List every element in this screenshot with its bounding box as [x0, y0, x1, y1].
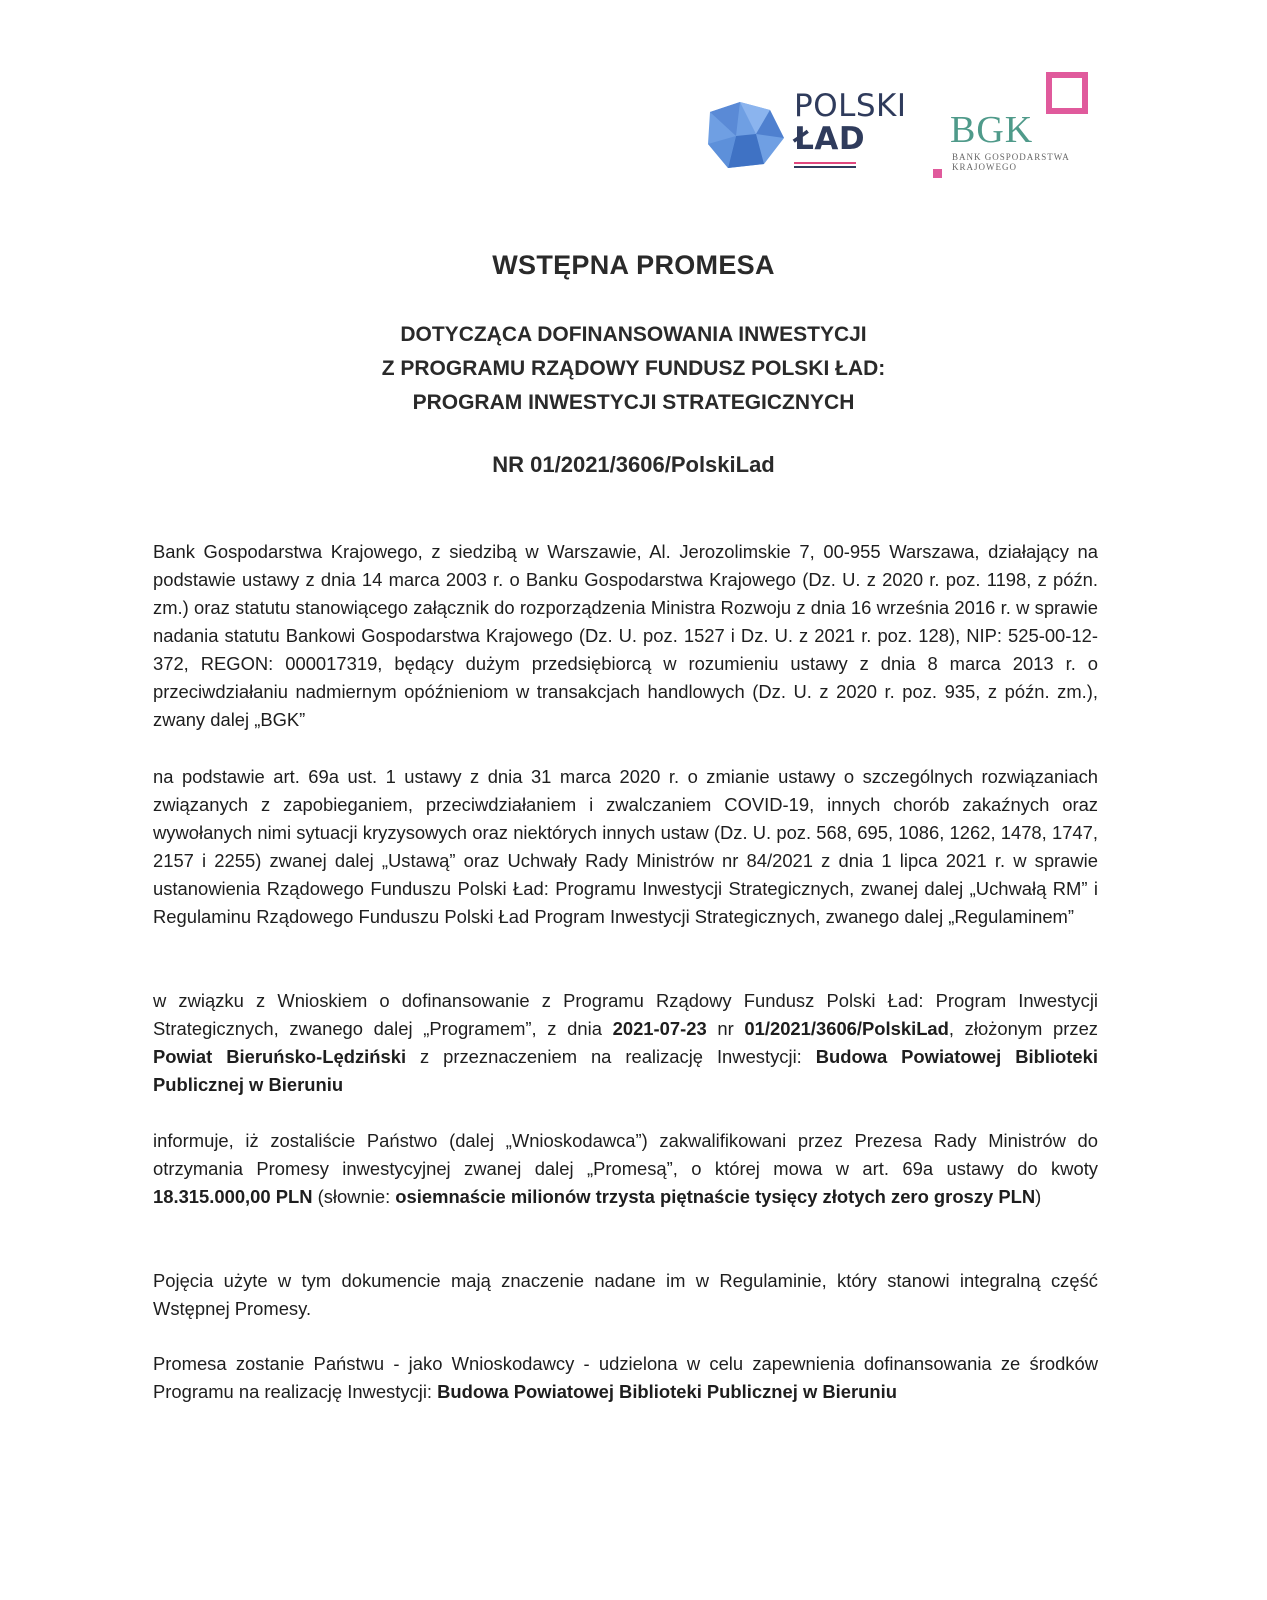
paragraph-legal-basis: na podstawie art. 69a ust. 1 ustawy z dnia 31 marca 2020 r. o zmianie ustawy o szczególnych rozwiązaniach związanych z zapobieganiem, przeciwdziałaniem i zwalczaniem COVID-19, innych chorób zakaźnych oraz wywołanych nimi sytuacji kryzysowych oraz niektórych innych ustaw (Dz. U. poz. 568, 695, 1086, 1262, 1478, 1747, 2157 i 2255) zwanej dalej „Ustawą” oraz Uchwały Rady Ministrów nr 84/2021 z dnia 1 lipca 2021 r. w sprawie ustanowienia Rządowego Funduszu Polski Ład: Programu Inwestycji Strategicznych, zwanej dalej „Uchwałą RM” i Regulaminu Rządowego Funduszu Polski Ład Program Inwestycji Strategicznych, zwanego dalej „Regulaminem”	[153, 766, 1098, 927]
paragraph-bank-identification: Bank Gospodarstwa Krajowego, z siedzibą w Warszawie, Al. Jerozolimskie 7, 00-955 Warszawa, działający na podstawie ustawy z dnia 14 marca 2003 r. o Banku Gospodarstwa Krajowego (Dz. U. z 2020 r. poz. 1198, z późn. zm.) oraz statutu stanowiącego załącznik do rozporządzenia Ministra Rozwoju z dnia 16 września 2016 r. w sprawie nadania statutu Bankowi Gospodarstwa Krajowego (Dz. U. poz. 1527 i Dz. U. z 2021 r. poz. 128), NIP: 525-00-12-372, REGON: 000017319, będący dużym przedsiębiorcą w rozumieniu ustawy z dnia 8 marca 2013 r. o przeciwdziałaniu nadmiernym opóźnieniom w transakcjach handlowych (Dz. U. z 2020 r. poz. 935, z późn. zm.), zwany dalej „BGK”	[153, 541, 1098, 730]
subtitle-line1: DOTYCZĄCA DOFINANSOWANIA INWESTYCJI	[400, 323, 867, 346]
bgk-full-name: BANK GOSPODARSTWA KRAJOWEGO	[952, 152, 1070, 172]
promise-amount: 18.315.000,00 PLN	[153, 1186, 313, 1207]
polski-lad-mark-icon	[706, 98, 786, 170]
bgk-letters: BGK	[950, 109, 1034, 151]
polski-lad-logo	[706, 90, 916, 180]
paragraph-purpose	[153, 1350, 1098, 1406]
application-date: 2021-07-23	[612, 1018, 707, 1039]
subtitle-line2: Z PROGRAMU RZĄDOWY FUNDUSZ POLSKI ŁAD:	[381, 357, 886, 380]
text-segment: z przeznaczeniem na realizację Inwestycji:	[406, 1046, 816, 1067]
document-subtitle	[0, 318, 1267, 420]
polski-lad-line2: ŁAD	[794, 121, 866, 157]
bgk-square-icon	[1046, 72, 1088, 114]
text-segment: w związku z Wnioskiem o dofinansowanie z Programu Rządowy Fundusz Polski Ład: Program Inwestycji Strategicznych, zwanego dalej „Programem”, z dnia	[153, 990, 1098, 1039]
text-segment: nr	[706, 1018, 745, 1039]
promise-amount-words: osiemnaście milionów trzysta piętnaście tysięcy złotych zero groszy PLN	[395, 1186, 1036, 1207]
text-segment: , złożonym przez	[948, 1018, 1098, 1039]
investment-name: Budowa Powiatowej Biblioteki Publicznej w Bieruniu	[437, 1381, 897, 1402]
applicant-name: Powiat Bieruńsko-Lędziński	[153, 1046, 407, 1067]
bgk-logo	[930, 68, 1105, 183]
investment-name: Budowa Powiatowej Biblioteki Publicznej w Bieruniu	[153, 1046, 1098, 1095]
document-title: WSTĘPNA PROMESA	[492, 250, 775, 280]
text-segment: informuje, iż zostaliście Państwo (dalej „Wnioskodawca”) zakwalifikowani przez Prezesa Rady Ministrów do otrzymania Promesy inwestycyjnej zwanej dalej „Promesą”, o której mowa w art. 69a ustawy do kwoty	[153, 1130, 1098, 1179]
paragraph-qualification	[153, 1127, 1098, 1211]
document-number: NR 01/2021/3606/PolskiLad	[492, 452, 775, 477]
application-number: 01/2021/3606/PolskiLad	[744, 1018, 949, 1039]
bgk-dot-icon	[933, 169, 942, 178]
logo-underline-navy	[794, 166, 856, 168]
polski-lad-wordmark	[794, 90, 907, 156]
logo-underline-pink	[794, 162, 856, 164]
subtitle-line3: PROGRAM INWESTYCJI STRATEGICZNYCH	[412, 391, 855, 414]
text-segment: Promesa zostanie Państwu - jako Wnioskodawcy - udzielona w celu zapewnienia dofinansowania ze środków Programu na realizację Inwestycji:	[153, 1353, 1098, 1402]
polski-lad-line1: POLSKI	[794, 88, 907, 124]
text-segment: (słownie:	[312, 1186, 396, 1207]
text-segment: )	[1035, 1186, 1042, 1207]
paragraph-definitions: Pojęcia użyte w tym dokumencie mają znaczenie nadane im w Regulaminie, który stanowi integralną część Wstępnej Promesy.	[153, 1270, 1098, 1319]
paragraph-application	[153, 987, 1098, 1099]
